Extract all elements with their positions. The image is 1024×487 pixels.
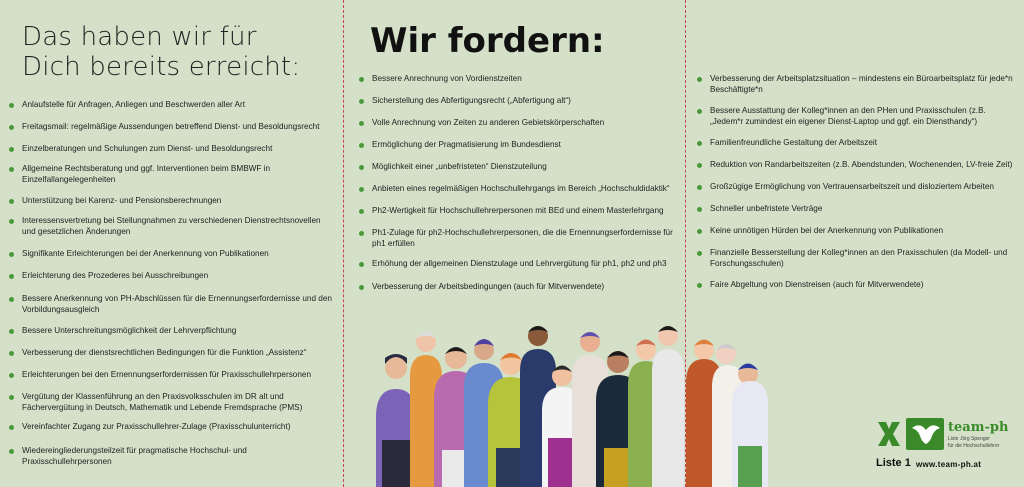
list-item-text: Reduktion von Randarbeitszeiten (z.B. Abendstunden, Wochenenden, LV-freie Zeit)	[710, 160, 1013, 169]
bullet-icon	[359, 77, 364, 82]
list-item	[6, 392, 336, 413]
bullet-icon	[9, 425, 14, 430]
bullet-icon	[9, 167, 14, 172]
list-item	[356, 118, 681, 129]
list-item	[694, 106, 1019, 127]
bullet-icon	[9, 351, 14, 356]
bullet-icon	[697, 185, 702, 190]
logo-subtitle-2: für die Hochschullehrer	[948, 443, 1000, 449]
list-item-text: Schneller unbefristete Verträge	[710, 204, 823, 213]
bullet-icon	[9, 199, 14, 204]
list-item	[6, 370, 336, 381]
list-item	[356, 282, 681, 293]
list-item-text: Volle Anrechnung von Zeiten zu anderen Gebietskörperschaften	[372, 118, 605, 127]
person-11	[652, 326, 684, 487]
list-item	[356, 96, 681, 107]
list-item	[6, 326, 336, 337]
right-column	[686, 0, 1024, 487]
list-item	[356, 162, 681, 173]
bullet-icon	[9, 297, 14, 302]
bullet-icon	[697, 163, 702, 168]
list-item	[6, 422, 336, 433]
team-ph-logo	[876, 418, 1016, 480]
list-item-text: Bessere Anerkennung von PH-Abschlüssen für die Ernennungserfordernisse und den Vorbildungsausgleich	[22, 294, 332, 314]
bullet-icon	[359, 209, 364, 214]
list-item-text: Finanzielle Besserstellung der Kolleg*innen an den Praxisschulen (da Modell- und Forschungsschulen)	[710, 248, 1008, 268]
list-item	[356, 206, 681, 217]
list-item	[6, 348, 336, 359]
list-item	[6, 100, 336, 111]
list-item	[6, 271, 336, 282]
left-title-line1: Das haben wir für	[22, 22, 257, 52]
bullet-icon	[9, 125, 14, 130]
list-item	[6, 122, 336, 133]
list-item	[356, 140, 681, 151]
bullet-icon	[9, 147, 14, 152]
bullet-icon	[9, 219, 14, 224]
list-item-text: Faire Abgeltung von Dienstreisen (auch für Mitverwendete)	[710, 280, 924, 289]
bullet-icon	[359, 285, 364, 290]
list-item-text: Ph2-Wertigkeit für Hochschullehrerpersonen mit BEd und einem Masterlehrgang	[372, 206, 664, 215]
bullet-icon	[697, 77, 702, 82]
logo-name: team-ph	[948, 420, 1009, 435]
list-item-text: Keine unnötigen Hürden bei der Anerkennung von Publikationen	[710, 226, 944, 235]
list-item	[6, 144, 336, 155]
list-item-text: Wiedereingliederungsteilzeit für pragmatische Hochschul- und Praxisschullehrpersonen	[22, 446, 247, 466]
eagle-icon	[906, 418, 944, 450]
list-item-text: Erhöhung der allgemeinen Dienstzulage und Lehrvergütung für ph1, ph2 und ph3	[372, 259, 667, 268]
list-item-text: Möglichkeit einer „unbefristeten“ Dienstzuteilung	[372, 162, 547, 171]
left-title	[22, 22, 300, 82]
bullet-icon	[9, 252, 14, 257]
people-illustration	[356, 320, 686, 487]
list-item	[6, 446, 336, 467]
people-illustration-right	[686, 336, 786, 487]
list-item-text: Sicherstellung des Abfertigungsrecht („Abfertigung alt“)	[372, 96, 571, 105]
list-item-text: Allgemeine Rechtsberatung und ggf. Interventionen beim BMBWF in Einzelfallangelegenheiten	[22, 164, 271, 184]
list-label: Liste 1	[876, 457, 911, 469]
bullet-icon	[697, 109, 702, 114]
logo-badge	[906, 418, 944, 450]
list-item-text: Verbesserung der dienstsrechtlichen Bedingungen für die Funktion „Assistenz“	[22, 348, 307, 357]
list-item-text: Ermöglichung der Pragmatisierung im Bundesdienst	[372, 140, 561, 149]
list-item-text: Einzelberatungen und Schulungen zum Dienst- und Besoldungsrecht	[22, 144, 273, 153]
website-link[interactable]: www.team-ph.at	[916, 460, 982, 469]
bullet-icon	[359, 187, 364, 192]
list-item-text: Ph1-Zulage für ph2-Hochschullehrerpersonen, die die Ernennungserfordernisse für ph1 erfüllen	[372, 228, 673, 248]
middle-title: Wir fordern:	[370, 21, 605, 61]
bullet-icon	[359, 99, 364, 104]
list-item-text: Interessensvertretung bei Stellungnahmen zu verschiedenen Dienstrechtsnovellen und gesetzlichen Änderungen	[22, 216, 321, 236]
bullet-icon	[697, 251, 702, 256]
list-item	[694, 160, 1019, 171]
list-item-text: Bessere Anrechnung von Vordienstzeiten	[372, 74, 522, 83]
bullet-icon	[9, 103, 14, 108]
list-item-text: Vereinfachter Zugang zur Praxisschullehrer-Zulage (Praxisschulunterricht)	[22, 422, 291, 431]
list-item-text: Verbesserung der Arbeitsbedingungen (auch für Mitverwendete)	[372, 282, 605, 291]
list-item	[694, 226, 1019, 237]
logo-subtitle: Liste Jörg Spenger	[948, 436, 990, 442]
list-item	[6, 164, 336, 185]
bullet-icon	[359, 262, 364, 267]
list-item	[356, 74, 681, 85]
bullet-icon	[697, 229, 702, 234]
bullet-icon	[359, 143, 364, 148]
cross-mark-icon	[876, 420, 902, 448]
bullet-icon	[359, 231, 364, 236]
list-item-text: Bessere Ausstattung der Kolleg*innen an den PHen und Praxisschulen (z.B. „Jedem*r zumindest ein eigener Dienst-Laptop und ggf. ein Diensthandy“)	[710, 106, 986, 126]
bullet-icon	[697, 207, 702, 212]
list-item	[694, 74, 1019, 95]
bullet-icon	[9, 329, 14, 334]
list-item-text: Familienfreundliche Gestaltung der Arbeitszeit	[710, 138, 878, 147]
list-item-text: Bessere Unterschreitungsmöglichkeit der Lehrverpflichtung	[22, 326, 237, 335]
list-item	[694, 138, 1019, 149]
list-item	[6, 249, 336, 260]
list-item-text: Vergütung der Klassenführung an den Praxisvolksschulen im DR alt und Fächervergütung in Deutsch, Mathematik und Lebende Fremdsprache (PMS)	[22, 392, 303, 412]
bullet-icon	[697, 141, 702, 146]
bullet-icon	[359, 165, 364, 170]
list-item-text: Unterstützung bei Karenz- und Pensionsberechnungen	[22, 196, 222, 205]
list-item-text: Erleichterung des Prozederes bei Ausschreibungen	[22, 271, 209, 280]
list-item	[356, 228, 681, 249]
list-item-text: Anbieten eines regelmäßigen Hochschullehrgangs im Bereich „Hochschuldidaktik“	[372, 184, 670, 193]
list-item-text: Großzügige Ermöglichung von Vertrauensarbeitszeit und disloziertem Arbeiten	[710, 182, 994, 191]
list-item-text: Verbesserung der Arbeitsplatzsituation – mindestens ein Büroarbeitsplatz für jede*n Beschäftigte*n	[710, 74, 1013, 94]
list-item	[356, 259, 681, 270]
list-item	[694, 204, 1019, 215]
list-item	[6, 196, 336, 207]
list-item-text: Anlaufstelle für Anfragen, Anliegen und Beschwerden aller Art	[22, 100, 246, 109]
bullet-icon	[9, 373, 14, 378]
list-item	[356, 184, 681, 195]
list-item-text: Signifikante Erleichterungen bei der Anerkennung von Publikationen	[22, 249, 269, 258]
bullet-icon	[697, 283, 702, 288]
list-item	[694, 248, 1019, 269]
list-item-text: Freitagsmail: regelmäßige Aussendungen betreffend Dienst- und Besoldungsrecht	[22, 122, 320, 131]
bullet-icon	[9, 274, 14, 279]
bullet-icon	[359, 121, 364, 126]
list-item-text: Erleichterungen bei den Ernennungserfordernissen für Praxisschullehrpersonen	[22, 370, 312, 379]
bullet-icon	[9, 449, 14, 454]
list-item	[694, 280, 1019, 291]
list-item	[6, 294, 336, 315]
bullet-icon	[9, 395, 14, 400]
middle-column	[344, 0, 685, 487]
left-column	[0, 0, 343, 487]
list-item	[6, 216, 336, 237]
list-item	[694, 182, 1019, 193]
left-title-line2: Dich bereits erreicht:	[22, 52, 301, 82]
